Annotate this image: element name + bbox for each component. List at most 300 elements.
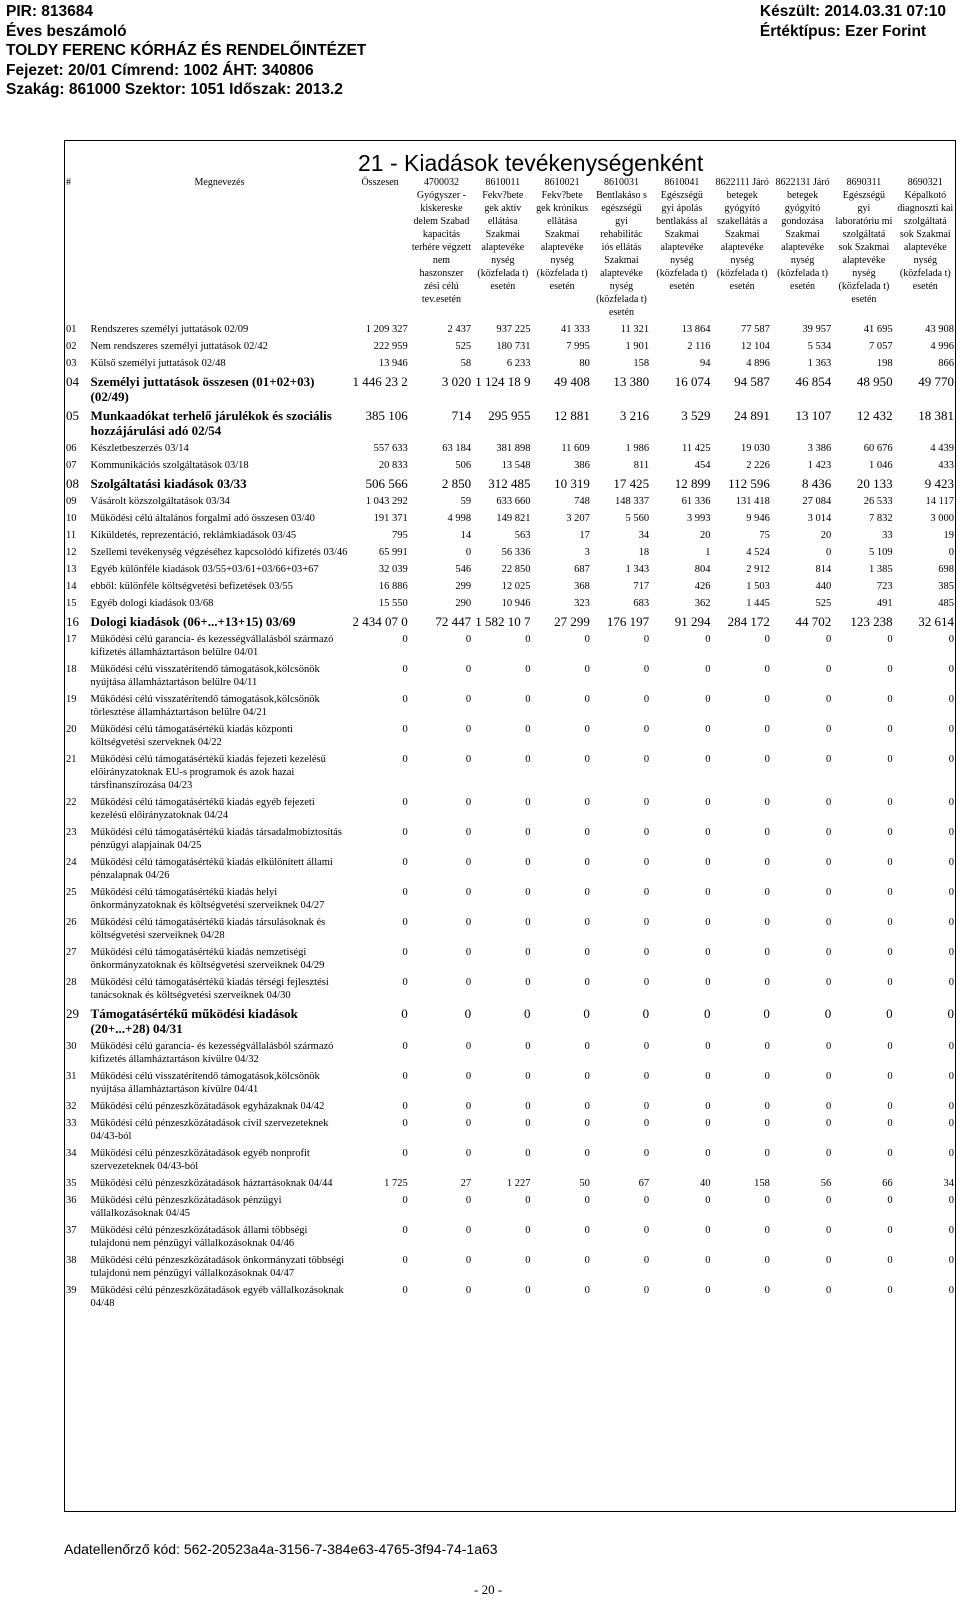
row-value: 8 436 [801, 476, 832, 491]
row-value: 714 [451, 408, 472, 423]
row-number: 26 [66, 917, 77, 928]
row-value: 0 [948, 724, 954, 735]
row-value: 1 124 18 9 [475, 374, 531, 389]
row-value: 18 381 [918, 408, 954, 423]
report-meta [760, 2, 946, 41]
row-value: 66 [882, 1178, 893, 1189]
row-value: 0 [465, 1148, 472, 1159]
row-value: 0 [704, 1006, 711, 1021]
row-value: 0 [824, 1006, 832, 1021]
row-value: 0 [525, 1118, 531, 1129]
row-value: 48 950 [856, 374, 893, 389]
table-row [64, 794, 956, 824]
row-total: 1 209 327 [365, 324, 408, 335]
table-row [64, 1038, 956, 1068]
row-value: 1 343 [625, 564, 650, 575]
row-value: 3 [584, 547, 590, 558]
row-value: 633 660 [496, 496, 531, 507]
row-value: 0 [887, 1255, 893, 1266]
row-value: 0 [465, 1195, 472, 1206]
row-number: 29 [66, 1006, 79, 1021]
row-value: 0 [705, 917, 711, 928]
table-row [64, 440, 956, 457]
row-value: 0 [583, 1006, 590, 1021]
row-label: Szellemi tevékenység végzéséhez kapcsolódó kifizetés 03/46 [90, 547, 348, 558]
row-value: 10 319 [554, 476, 590, 491]
table-row [64, 474, 956, 493]
row-value: 0 [525, 857, 531, 868]
row-value: 0 [887, 694, 893, 705]
row-value: 2 226 [746, 460, 770, 471]
row-number: 14 [66, 581, 77, 592]
row-value: 385 [938, 581, 954, 592]
row-total: 0 [402, 634, 408, 645]
row-total: 0 [402, 1071, 408, 1082]
row-value: 0 [825, 1118, 832, 1129]
table-row [64, 372, 956, 406]
row-value: 0 [948, 1118, 954, 1129]
row-value: 0 [825, 547, 832, 558]
row-value: 0 [465, 547, 472, 558]
table-row [64, 1004, 956, 1038]
col-c6: 8622111 Járó betegek gyógyító szakellátás a Szakmai alaptevéke nység (közfelada t) esetén [715, 177, 769, 292]
row-value: 0 [764, 1225, 770, 1236]
row-value: 59 [460, 496, 472, 507]
row-label: Vásárolt közszolgáltatások 03/34 [90, 496, 230, 507]
row-value: 4 896 [746, 358, 770, 369]
col-name: Megnevezés [194, 177, 245, 188]
row-number: 39 [66, 1285, 77, 1296]
row-value: 0 [764, 1118, 770, 1129]
row-value: 0 [525, 797, 531, 808]
row-value: 0 [643, 754, 650, 765]
row-value: 0 [705, 1225, 711, 1236]
row-value: 0 [525, 724, 531, 735]
col-c5: 8610041 Egészségü gyi ápolás bentlakáss al Szakmai alaptevéke nység (közfelada t) esetén [656, 177, 708, 292]
table-row [64, 974, 956, 1004]
row-number: 37 [66, 1225, 77, 1236]
table-body [64, 321, 956, 1312]
row-value: 0 [705, 1195, 711, 1206]
row-value: 0 [643, 1118, 650, 1129]
row-value: 0 [642, 1006, 650, 1021]
col-total: Összesen [361, 177, 399, 188]
row-label: ebből: különféle költségvetési befizetések 03/55 [90, 581, 293, 592]
row-value: 0 [887, 977, 893, 988]
row-label: Működési célú garancia- és kezességvállalásból származó kifizetés államháztartáson kívülre 04/32 [90, 1041, 334, 1065]
table-row [64, 944, 956, 974]
row-value: 3 993 [686, 513, 711, 524]
row-value: 0 [465, 724, 472, 735]
row-label: Működési célú pénzeszközátadások önkormányzati többségi tulajdonú nem pénzügyi vállalkozásoknak 04/47 [90, 1255, 345, 1279]
row-value: 17 [579, 530, 590, 541]
row-value: 0 [764, 724, 770, 735]
row-value: 0 [525, 977, 531, 988]
row-number: 01 [66, 324, 77, 335]
row-value: 0 [643, 634, 650, 645]
row-value: 0 [948, 1101, 954, 1112]
row-value: 0 [643, 947, 650, 958]
row-value: 0 [584, 977, 590, 988]
row-total: 0 [402, 1118, 408, 1129]
table-row [64, 457, 956, 474]
table-row [64, 527, 956, 544]
row-value: 24 891 [734, 408, 770, 423]
col-c9: 8690321 Képalkotó diagnoszti kai szolgáltatá sok Szakmai alaptevéke nység (közfelada t) esetén [897, 177, 954, 292]
row-value: 0 [887, 1148, 893, 1159]
row-number: 11 [66, 530, 77, 541]
row-total: 0 [402, 947, 408, 958]
row-value: 5 534 [807, 341, 832, 352]
row-value: 0 [947, 1006, 954, 1021]
row-number: 06 [66, 443, 77, 454]
col-c3: 8610021 Fekv?bete gek krónikus ellátása Szakmai alaptevéke nység (közfelada t) esetén [536, 177, 589, 292]
row-value: 0 [948, 887, 954, 898]
col-c4: 8610031 Bentlakáso s egészségü gyi rehabilitác iós ellátás Szakmai alaptevéke nység (közfelada t) esetén [596, 177, 647, 318]
row-total: 15 550 [378, 598, 408, 609]
row-value: 26 533 [863, 496, 893, 507]
row-total: 1 043 292 [365, 496, 408, 507]
row-value: 0 [465, 857, 472, 868]
row-value: 0 [764, 694, 770, 705]
row-value: 72 447 [435, 614, 472, 629]
row-value: 0 [887, 1118, 893, 1129]
row-value: 0 [948, 857, 954, 868]
row-value: 13 107 [795, 408, 832, 423]
row-value: 0 [523, 1006, 531, 1021]
row-total: 2 434 07 0 [352, 614, 408, 629]
row-value: 698 [938, 564, 954, 575]
row-value: 17 425 [613, 476, 650, 491]
row-value: 14 [460, 530, 472, 541]
row-value: 2 850 [441, 476, 472, 491]
row-value: 0 [643, 1041, 650, 1052]
row-value: 811 [633, 460, 650, 471]
row-value: 0 [763, 1006, 770, 1021]
row-number: 10 [66, 513, 77, 524]
row-value: 0 [705, 724, 711, 735]
row-value: 0 [465, 1071, 472, 1082]
row-value: 0 [465, 754, 472, 765]
row-value: 0 [764, 1195, 770, 1206]
row-value: 112 596 [728, 476, 770, 491]
row-value: 0 [465, 634, 472, 645]
row-value: 27 299 [554, 614, 590, 629]
row-value: 1 901 [625, 341, 650, 352]
row-value: 440 [815, 581, 832, 592]
row-value: 12 432 [856, 408, 893, 423]
table-row [64, 1222, 956, 1252]
row-value: 3 000 [930, 513, 954, 524]
row-value: 77 587 [740, 324, 770, 335]
row-value: 0 [705, 1041, 711, 1052]
row-number: 21 [66, 754, 77, 765]
row-label: Működési célú támogatásértékű kiadás társadalmobiztosítás pénzügyi alapjainak 04/25 [90, 827, 342, 851]
row-value: 937 225 [496, 324, 531, 335]
table-row [64, 1145, 956, 1175]
row-value: 0 [764, 797, 770, 808]
row-label: Működési célú támogatásértékű kiadás helyi önkormányzatoknak és költségvetési szerveiknek 04/27 [90, 887, 325, 911]
row-value: 3 529 [681, 408, 711, 423]
row-value: 1 986 [625, 443, 650, 454]
row-value: 19 030 [740, 443, 770, 454]
row-value: 0 [948, 1285, 954, 1296]
table-row [64, 510, 956, 527]
row-value: 0 [764, 827, 770, 838]
row-value: 0 [948, 634, 954, 645]
row-value: 39 957 [802, 324, 832, 335]
row-total: 0 [402, 1041, 408, 1052]
row-label: Külső személyi juttatások 02/48 [90, 358, 226, 369]
row-total: 0 [402, 1255, 408, 1266]
row-value: 0 [886, 1006, 893, 1021]
row-number: 35 [66, 1178, 77, 1189]
row-value: 0 [525, 754, 531, 765]
row-value: 0 [948, 1195, 954, 1206]
row-value: 381 898 [496, 443, 531, 454]
row-value: 0 [465, 694, 472, 705]
row-value: 3 207 [566, 513, 590, 524]
row-value: 0 [825, 827, 832, 838]
col-c7: 8622131 Járó betegek gyógyító gondozása Szakmai alaptevéke nység (közfelada t) esetén [775, 177, 830, 292]
row-value: 0 [584, 634, 590, 645]
row-value: 717 [633, 581, 650, 592]
row-value: 20 [700, 530, 711, 541]
row-value: 0 [825, 1255, 832, 1266]
row-value: 0 [948, 1041, 954, 1052]
row-number: 25 [66, 887, 77, 898]
col-c8: 8690311 Egészségü gyi laboratóriu mi szolgáltatá sok Szakmai alaptevéke nység (közfelada t) esetén [835, 177, 893, 305]
row-value: 0 [584, 1285, 590, 1296]
row-value: 0 [764, 664, 770, 675]
row-value: 0 [948, 1255, 954, 1266]
row-value: 0 [825, 977, 832, 988]
row-value: 525 [815, 598, 832, 609]
row-value: 0 [764, 857, 770, 868]
row-value: 12 899 [674, 476, 711, 491]
row-value: 0 [525, 664, 531, 675]
row-label: Működési célú garancia- és kezességvállalásból származó kifizetés államháztartáson belülre 04/01 [90, 634, 334, 658]
row-value: 4 996 [930, 341, 954, 352]
row-value: 491 [876, 598, 893, 609]
row-total: 0 [402, 887, 408, 898]
row-value: 0 [948, 1148, 954, 1159]
row-value: 0 [525, 1041, 531, 1052]
row-number: 17 [66, 634, 77, 645]
row-value: 0 [584, 724, 590, 735]
row-value: 0 [825, 694, 832, 705]
row-number: 09 [66, 496, 77, 507]
row-value: 0 [887, 1225, 893, 1236]
row-value: 0 [643, 1195, 650, 1206]
row-value: 0 [465, 664, 472, 675]
row-value: 0 [825, 797, 832, 808]
row-value: 0 [948, 754, 954, 765]
table-row [64, 854, 956, 884]
row-total: 16 886 [378, 581, 408, 592]
row-value: 386 [574, 460, 590, 471]
row-value: 0 [764, 1071, 770, 1082]
row-value: 0 [705, 857, 711, 868]
row-value: 1 423 [807, 460, 832, 471]
row-value: 0 [825, 664, 832, 675]
table-row [64, 1252, 956, 1282]
row-value: 0 [584, 1118, 590, 1129]
row-value: 0 [705, 634, 711, 645]
row-total: 32 039 [378, 564, 408, 575]
row-value: 22 850 [501, 564, 531, 575]
row-value: 123 238 [850, 614, 893, 629]
row-number: 34 [66, 1148, 77, 1159]
row-value: 91 294 [674, 614, 711, 629]
row-label: Egyéb dologi kiadások 03/68 [90, 598, 214, 609]
row-value: 0 [825, 947, 832, 958]
row-value: 0 [887, 1285, 893, 1296]
row-number: 19 [66, 694, 77, 705]
row-value: 0 [643, 857, 650, 868]
row-value: 33 [882, 530, 893, 541]
row-total: 385 106 [365, 408, 408, 423]
row-value: 0 [465, 1101, 472, 1112]
row-value: 7 832 [868, 513, 893, 524]
row-value: 0 [643, 917, 650, 928]
row-value: 0 [705, 664, 711, 675]
table-row [64, 1115, 956, 1145]
row-total: 13 946 [378, 358, 408, 369]
row-value: 12 881 [554, 408, 590, 423]
row-label: Működési célú támogatásértékű kiadás térségi fejlesztési tanácsoknak és költségvetési szerveiknek 04/30 [90, 977, 329, 1001]
row-value: 0 [825, 857, 832, 868]
row-value: 0 [584, 797, 590, 808]
row-value: 0 [643, 887, 650, 898]
table-row [64, 1192, 956, 1222]
row-value: 0 [705, 887, 711, 898]
row-value: 687 [574, 564, 590, 575]
row-value: 0 [525, 947, 531, 958]
table-row [64, 661, 956, 691]
row-value: 0 [825, 754, 832, 765]
row-value: 0 [948, 664, 954, 675]
row-number: 28 [66, 977, 77, 988]
row-value: 0 [584, 1101, 590, 1112]
row-value: 0 [887, 1071, 893, 1082]
row-value: 7 057 [868, 341, 893, 352]
row-value: 34 [638, 530, 650, 541]
row-value: 0 [887, 1195, 893, 1206]
row-value: 41 695 [863, 324, 893, 335]
table-row [64, 884, 956, 914]
row-value: 4 524 [746, 547, 770, 558]
row-number: 20 [66, 724, 77, 735]
table-row [64, 578, 956, 595]
row-value: 0 [525, 1285, 531, 1296]
row-value: 0 [948, 797, 954, 808]
row-value: 0 [948, 547, 954, 558]
expense-table [64, 174, 956, 1312]
row-value: 0 [705, 1101, 711, 1112]
row-total: 1 725 [384, 1178, 408, 1189]
row-value: 7 995 [566, 341, 590, 352]
row-label: Működési célú visszatérítendő támogatások,kölcsönök nyújtása államháztartáson belülre 04/11 [90, 664, 320, 688]
row-value: 0 [525, 1101, 531, 1112]
table-row [64, 612, 956, 631]
row-number: 02 [66, 341, 77, 352]
row-value: 40 [700, 1178, 711, 1189]
row-value: 0 [584, 1071, 590, 1082]
row-value: 2 912 [746, 564, 770, 575]
row-value: 0 [465, 917, 472, 928]
institution-name: TOLDY FERENC KÓRHÁZ ÉS RENDELŐINTÉZET [6, 42, 367, 59]
row-value: 0 [643, 1225, 650, 1236]
check-code: Adatellenőrző kód: 562-20523a4a-3156-7-384e63-4765-3f94-74-1a63 [64, 1541, 498, 1557]
row-value: 0 [825, 1285, 832, 1296]
row-value: 0 [525, 1195, 531, 1206]
row-total: 0 [402, 1148, 408, 1159]
row-value: 75 [759, 530, 770, 541]
row-value: 3 216 [619, 408, 650, 423]
row-value: 0 [643, 1285, 650, 1296]
pir-line: PIR: 813684 [6, 3, 94, 20]
row-value: 683 [633, 598, 650, 609]
row-value: 198 [876, 358, 893, 369]
row-total: 20 833 [378, 460, 408, 471]
row-label: Működési célú pénzeszközátadások egyházaknak 04/42 [90, 1101, 325, 1112]
row-label: Működési célú pénzeszközátadások civil szervezeteknek 04/43-ból [90, 1118, 329, 1142]
row-value: 0 [887, 827, 893, 838]
row-value: 11 321 [620, 324, 650, 335]
row-value: 1 503 [746, 581, 770, 592]
row-value: 158 [754, 1178, 770, 1189]
row-value: 454 [694, 460, 711, 471]
row-value: 1 046 [868, 460, 893, 471]
row-value: 56 336 [501, 547, 531, 558]
row-value: 0 [948, 827, 954, 838]
table-header-row [64, 174, 956, 321]
row-value: 49 408 [554, 374, 590, 389]
row-label: Működési célú támogatásértékű kiadás társulásoknak és költségvetési szerveiknek 04/28 [90, 917, 326, 941]
row-value: 0 [764, 947, 770, 958]
table-row [64, 561, 956, 578]
row-label: Működési célú támogatásértékű kiadás fejezeti kezelésű előirányzatoknak EU-s programok és azok hazai társfinanszírozása 04/23 [90, 754, 326, 791]
row-label: Működési célú támogatásértékű kiadás nemzetiségi önkormányzatoknak és költségvetési szerveiknek 04/29 [90, 947, 325, 971]
row-value: 0 [764, 917, 770, 928]
row-value: 20 [820, 530, 832, 541]
row-value: 312 485 [488, 476, 531, 491]
row-value: 0 [643, 1071, 650, 1082]
row-value: 0 [764, 1255, 770, 1266]
row-value: 433 [938, 460, 954, 471]
row-number: 18 [66, 664, 77, 675]
row-value: 5 109 [868, 547, 893, 558]
row-label: Támogatásértékű működési kiadások (20+...+28) 04/31 [90, 1006, 298, 1036]
row-total: 506 566 [365, 476, 408, 491]
row-number: 16 [66, 614, 79, 629]
row-label: Működési célú visszatérítendő támogatások,kölcsönök törlesztése államháztartáson belülre 04/21 [90, 694, 320, 718]
row-value: 0 [825, 1101, 832, 1112]
row-value: 2 437 [447, 324, 472, 335]
row-value: 0 [643, 1255, 650, 1266]
table-row [64, 824, 956, 854]
row-value: 46 854 [795, 374, 832, 389]
row-number: 23 [66, 827, 77, 838]
row-value: 6 233 [506, 358, 531, 369]
row-value: 10 946 [501, 598, 531, 609]
table-row [64, 355, 956, 372]
row-value: 866 [938, 358, 954, 369]
row-value: 176 197 [606, 614, 650, 629]
row-total: 0 [402, 857, 408, 868]
row-value: 0 [525, 1071, 531, 1082]
